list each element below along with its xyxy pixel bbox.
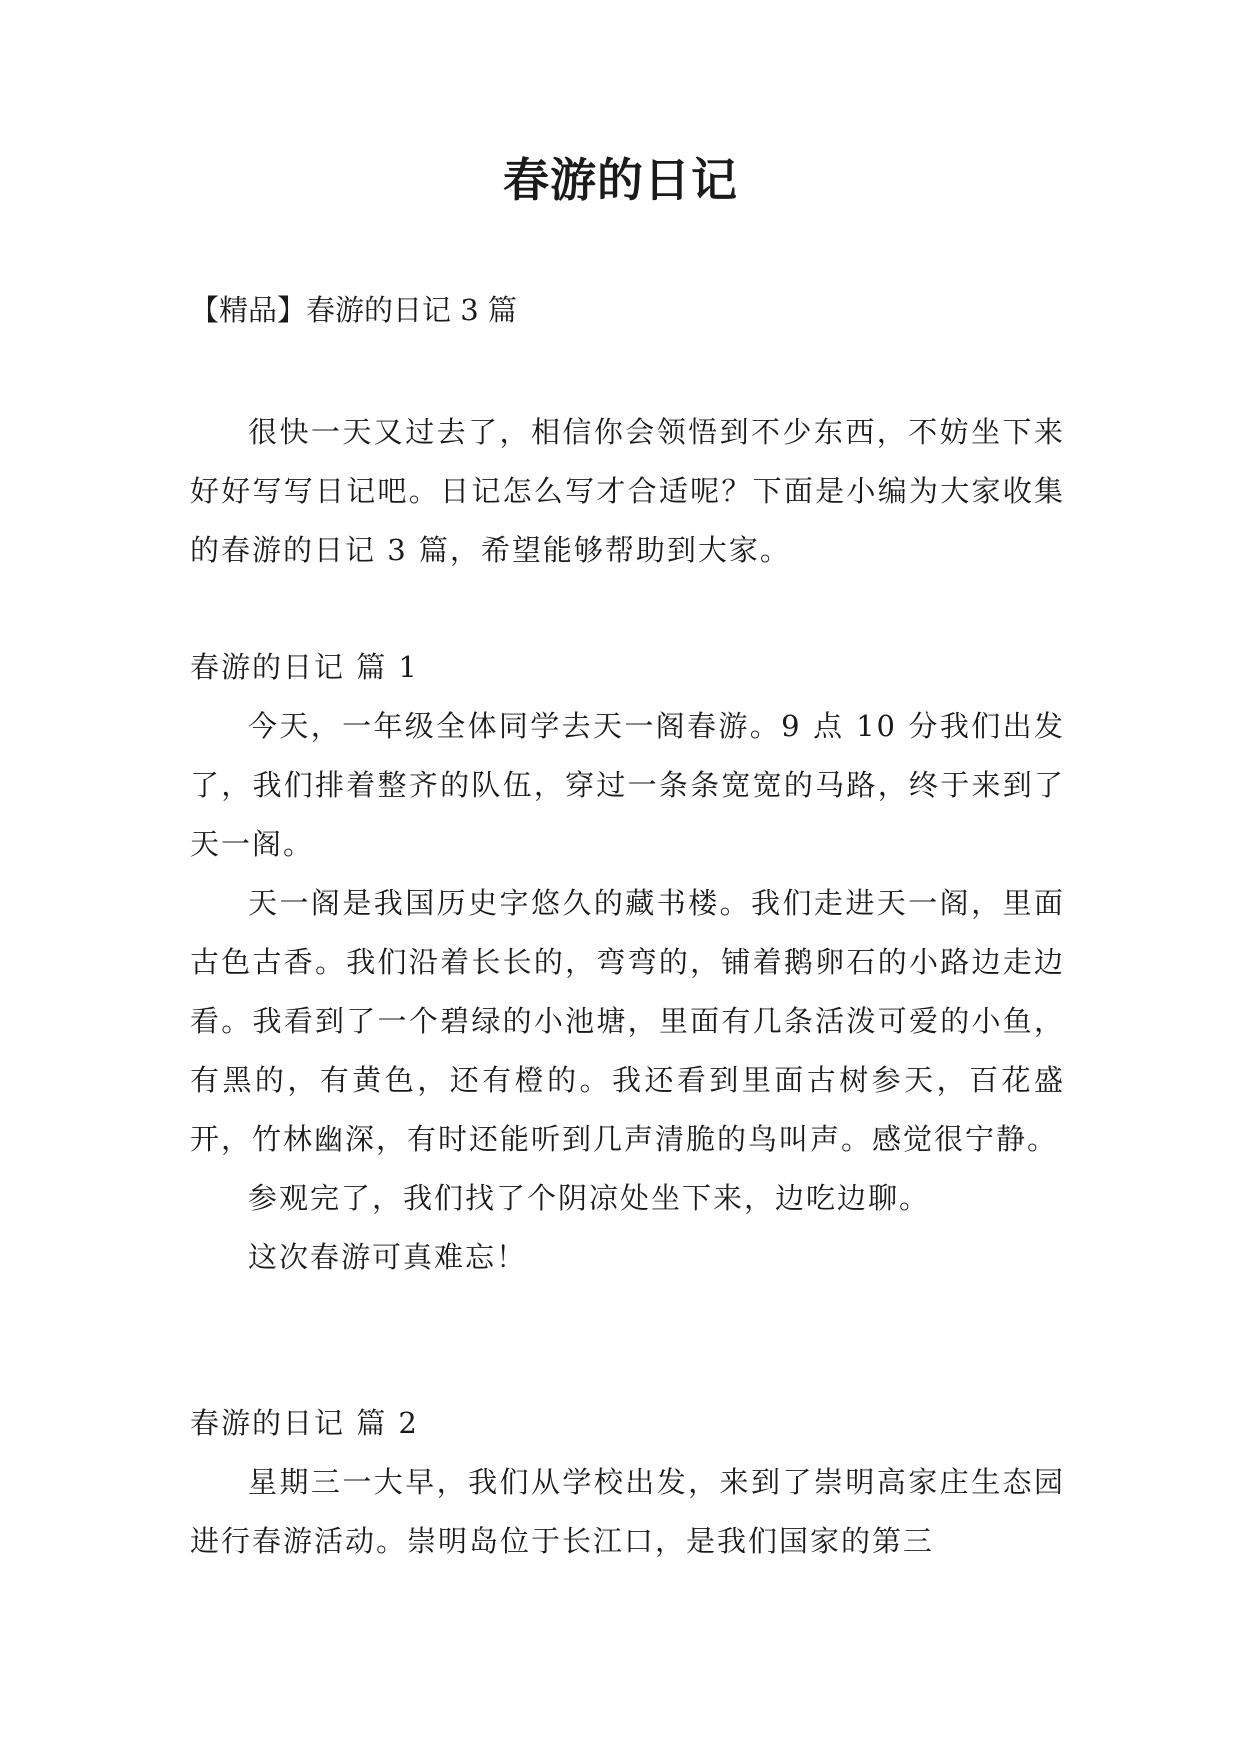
section-1 <box>190 638 1065 1287</box>
document-subtitle: 【精品】春游的日记 3 篇 <box>190 293 517 327</box>
section-2 <box>190 1394 1065 1571</box>
document-title: 春游的日记 <box>503 153 738 207</box>
section-1-paragraph-1: 今天，一年级全体同学去天一阁春游。9 点 10 分我们出发了，我们排着整齐的队伍，穿过一条条宽宽的马路，终于来到了天一阁。 <box>190 709 1065 861</box>
section-1-paragraph-3: 参观完了，我们找了个阴凉处坐下来，边吃边聊。 <box>248 1181 931 1215</box>
intro-paragraph: 很快一天又过去了，相信你会领悟到不少东西，不妨坐下来好好写写日记吧。日记怎么写才合适呢？下面是小编为大家收集的春游的日记 3 篇，希望能够帮助到大家。 <box>190 415 1065 567</box>
section-1-heading: 春游的日记 篇 1 <box>190 650 419 684</box>
section-2-heading: 春游的日记 篇 2 <box>190 1406 419 1440</box>
section-1-paragraph-4: 这次春游可真难忘！ <box>248 1240 528 1274</box>
section-2-paragraph-1: 星期三一大早，我们从学校出发，来到了崇明高家庄生态园进行春游活动。崇明岛位于长江口，是我们国家的第三 <box>190 1465 1065 1558</box>
section-1-paragraph-2: 天一阁是我国历史字悠久的藏书楼。我们走进天一阁，里面古色古香。我们沿着长长的，弯弯的，铺着鹅卵石的小路边走边看。我看到了一个碧绿的小池塘，里面有几条活泼可爱的小鱼，有黑的，有黄色，还有橙的。我还看到里面古树参天，百花盛开，竹林幽深，有时还能听到几声清脆的鸟叫声。感觉很宁静。 <box>190 886 1065 1156</box>
intro-block <box>190 403 1065 580</box>
